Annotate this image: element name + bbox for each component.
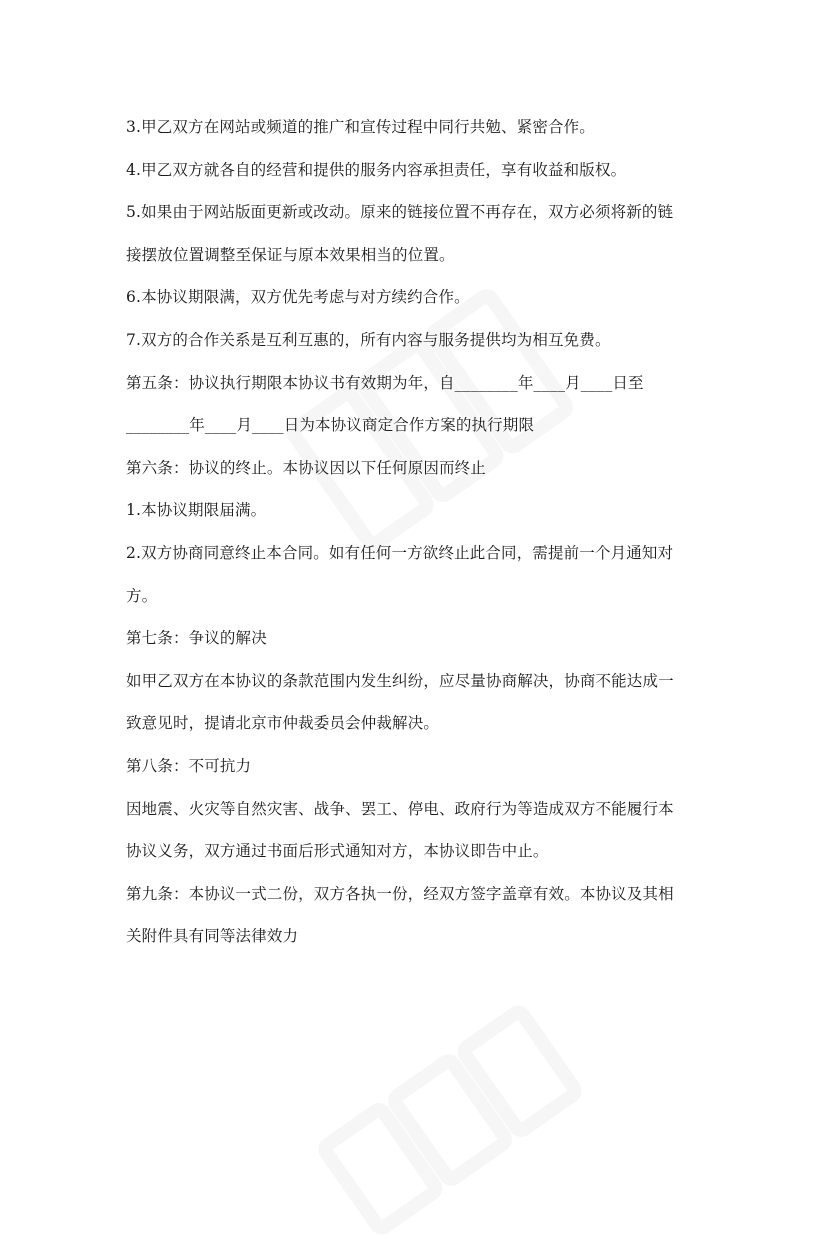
clause-3-line: 3.甲乙双方在网站或频道的推广和宣传过程中同行共勉、紧密合作。 [126,118,595,136]
article-6-item-2: 2.双方协商同意终止本合同。如有任何一方欲终止此合同，需提前一个月通知对 [126,543,674,562]
article-8-body-continued: 协议义务，双方通过书面后形式通知对方，本协议即告中止。 [126,842,549,861]
article-5-line-continued: ________年____月____日为本协议商定合作方案的执行期限 [126,416,535,435]
article-9-heading: 第九条：本协议一式二份，双方各执一份，经双方签字盖章有效。本协议及其相 [126,884,674,903]
clause-5-line: 5.如果由于网站版面更新或改动。原来的链接位置不再存在，双方必须将新的链 [126,203,674,222]
watermark-logo [309,996,591,1243]
clause-5-line-continued: 接摆放位置调整至保证与原本效果相当的位置。 [126,245,455,264]
article-6-item-1: 1.本协议期限届满。 [126,501,267,520]
clause-4-line: 4.甲乙双方就各自的经营和提供的服务内容承担责任，享有收益和版权。 [126,160,627,179]
clause-6-line: 6.本协议期限满，双方优先考虑与对方续约合作。 [126,288,470,307]
article-8-body: 因地震、火灾等自然灾害、战争、罢工、停电、政府行为等造成双方不能履行本 [126,799,674,818]
article-7-body: 如甲乙双方在本协议的条款范围内发生纠纷，应尽量协商解决，协商不能达成一 [126,671,674,690]
document-body [126,106,726,958]
article-6-item-2-continued: 方。 [126,586,158,605]
article-5-heading: 第五条：协议执行期限本协议书有效期为年，自________年____月____日至 [126,373,644,392]
article-7-body-continued: 致意见时，提请北京市仲裁委员会仲裁解决。 [126,714,440,733]
clause-7-line: 7.双方的合作关系是互利互惠的，所有内容与服务提供均为相互免费。 [126,330,611,349]
article-9-body-continued: 关附件具有同等法律效力 [126,927,299,946]
article-7-heading: 第七条：争议的解决 [126,629,267,648]
article-6-heading: 第六条：协议的终止。本协议因以下任何原因而终止 [126,458,486,477]
article-8-heading: 第八条：不可抗力 [126,756,252,775]
